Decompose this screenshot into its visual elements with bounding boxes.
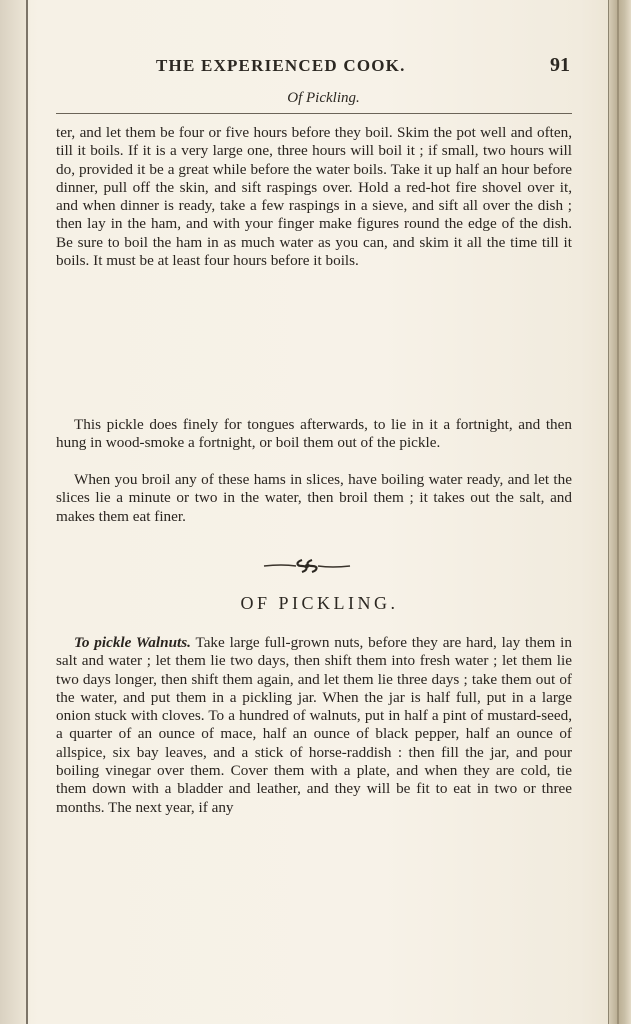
paragraph-2: This pickle does finely for tongues afterwards, to lie in it a fortnight, and then hung in wood-smoke a fortnight, or boil them out of the pickle. [56,416,572,452]
running-head [60,54,570,82]
paragraph-1: ter, and let them be four or five hours before they boil. Skim the pot well and often, till it boils. If it is a very large one, three hours will boil it ; if small, two hours will do, provided it be a great while before the water boils. Take it up half an hour before dinner, pull off the skin, and sift raspings over. Hold a red-hot fire shovel over it, and when dinner is ready, take a few raspings in a sieve, and sift all over the dish ; then lay in the ham, and with your finger make figures round the edge of the dish. Be sure to boil the ham in as much water as you can, and skim it all the time till it boils. It must be at least four hours before it boils. [56,124,572,270]
recipe-text: Take large full-grown nuts, before they are hard, lay them in salt and water ; let them lie two days, then shift them into fresh water ; let them lie two days longer, then shift them again, and let them lie three days ; take them out of the water, and put them in a pickling jar. When the jar is half full, put in a large onion stuck with cloves. To a hundred of walnuts, put in half a pint of mustard-seed, a quarter of an ounce of mace, half an ounce of black pepper, half an ounce of allspice, six bay leaves, and a stick of horse-raddish : then fill the jar, and pour boiling vinegar over them. Cover them with a plate, and when they are cold, tie them down with a bladder and leather, and they will be fit to eat in two or three months. The next year, if any [56,634,572,816]
section-title: OF PICKLING. [240,593,399,613]
header-rule [56,113,572,114]
page-number: 91 [550,54,570,76]
recipe-title: To pickle Walnuts. [74,634,191,651]
running-head-title: THE EXPERIENCED COOK. [156,56,406,75]
section-subtitle: Of Pickling. [287,90,360,106]
paragraph-3: When you broil any of these hams in slices, have boiling water ready, and let the slices lie a minute or two in the water, then broil them ; it takes out the salt, and makes them eat finer. [56,471,572,525]
page-edge-right [608,0,631,1024]
page-gutter-left [0,0,28,1024]
recipe-paragraph [56,634,572,817]
ornament-divider-icon [262,556,352,576]
